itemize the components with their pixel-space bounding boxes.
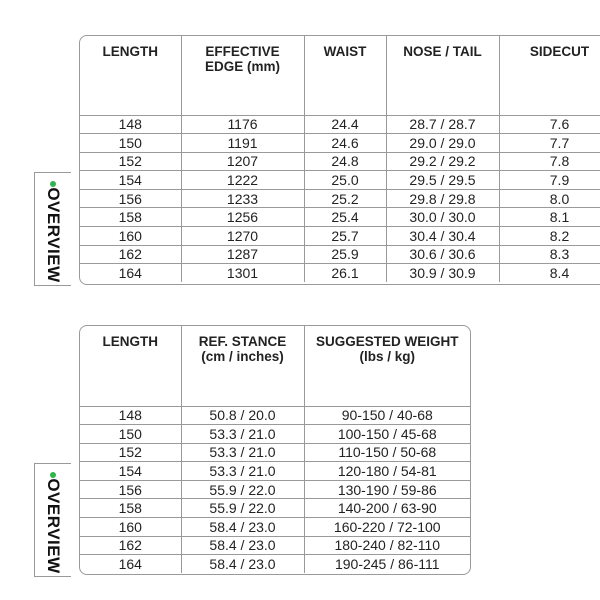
table-cell: 25.4: [304, 208, 386, 227]
table-cell: 58.4 / 23.0: [181, 536, 304, 555]
table-cell: 130-190 / 59-86: [304, 480, 470, 499]
table-cell: 58.4 / 23.0: [181, 555, 304, 574]
table-cell: 24.6: [304, 134, 386, 153]
table-row: [80, 189, 600, 208]
table-cell: 110-150 / 50-68: [304, 443, 470, 462]
table-row: [80, 208, 600, 227]
table-cell: 53.3 / 21.0: [181, 443, 304, 462]
table-cell: 58.4 / 23.0: [181, 518, 304, 537]
column-header: LENGTH: [80, 326, 181, 406]
table-cell: 7.9: [499, 171, 600, 190]
table-cell: 30.4 / 30.4: [386, 227, 499, 246]
table-cell: 100-150 / 45-68: [304, 425, 470, 444]
table-cell: 150: [80, 425, 181, 444]
table-row: [80, 264, 600, 283]
table-cell: 30.6 / 30.6: [386, 245, 499, 264]
table-cell: 152: [80, 443, 181, 462]
table-row: [80, 425, 470, 444]
column-header: SUGGESTED WEIGHT (lbs / kg): [304, 326, 470, 406]
table-cell: 1222: [181, 171, 304, 190]
table-cell: 148: [80, 406, 181, 425]
column-header: SIDECUT: [499, 36, 600, 115]
table-cell: 156: [80, 480, 181, 499]
table-cell: 1301: [181, 264, 304, 283]
table-cell: 25.7: [304, 227, 386, 246]
table-cell: 8.0: [499, 189, 600, 208]
table-row: [80, 227, 600, 246]
table-cell: 180-240 / 82-110: [304, 536, 470, 555]
table-cell: 152: [80, 152, 181, 171]
table-cell: 8.2: [499, 227, 600, 246]
table-row: [80, 499, 470, 518]
overview-tab[interactable]: [34, 172, 71, 286]
table-cell: 7.7: [499, 134, 600, 153]
table-cell: 24.8: [304, 152, 386, 171]
table-cell: 1256: [181, 208, 304, 227]
table-cell: 55.9 / 22.0: [181, 499, 304, 518]
overview-tab-label: OVERVIEW: [44, 478, 63, 574]
table-cell: 8.1: [499, 208, 600, 227]
table-row: [80, 443, 470, 462]
table-cell: 190-245 / 86-111: [334, 556, 440, 573]
table-row: [80, 171, 600, 190]
table-row: [80, 406, 470, 425]
overview-tab-2[interactable]: [34, 463, 71, 577]
table-cell: 1191: [181, 134, 304, 153]
stance-specs-table: [79, 325, 471, 575]
table-cell: 164: [80, 555, 181, 574]
table-cell: 1270: [181, 227, 304, 246]
table-cell: 8.3: [499, 245, 600, 264]
table-cell: 30.9 / 30.9: [386, 264, 499, 283]
board-specs-table: [79, 35, 600, 285]
table-row: [80, 245, 600, 264]
table-row: [80, 115, 600, 134]
table-cell: 50.8 / 20.0: [181, 406, 304, 425]
table-cell: 30.0 / 30.0: [386, 208, 499, 227]
table-cell: 53.3 / 21.0: [181, 462, 304, 481]
table-cell: 162: [80, 536, 181, 555]
table-cell: 25.2: [304, 189, 386, 208]
table-cell: 160: [80, 518, 181, 537]
table-cell: 160-220 / 72-100: [304, 518, 470, 537]
table-cell: 158: [80, 208, 181, 227]
table-cell: 26.1: [304, 264, 386, 283]
table-cell: 25.0: [304, 171, 386, 190]
table-cell: 90-150 / 40-68: [304, 406, 470, 425]
overview-dot-icon: [50, 472, 56, 478]
table-row: [80, 134, 600, 153]
table-row: [80, 518, 470, 537]
table-cell: 156: [80, 189, 181, 208]
table-cell: 158: [80, 499, 181, 518]
table-cell: 120-180 / 54-81: [304, 462, 470, 481]
table-cell: 25.9: [304, 245, 386, 264]
table-cell: 164: [80, 264, 181, 283]
table-cell: 148: [80, 115, 181, 134]
table-cell: 154: [80, 171, 181, 190]
table-cell: 1207: [181, 152, 304, 171]
table-cell: 29.2 / 29.2: [386, 152, 499, 171]
table-cell: 24.4: [304, 115, 386, 134]
table-row: [80, 480, 470, 499]
table-cell: 28.7 / 28.7: [386, 115, 499, 134]
table-cell: 140-200 / 63-90: [304, 499, 470, 518]
table-cell: 7.6: [499, 115, 600, 134]
column-header: WAIST: [304, 36, 386, 115]
table-cell: 1287: [181, 245, 304, 264]
table-cell: 150: [80, 134, 181, 153]
table-cell: 8.4: [499, 264, 600, 283]
table-row: [80, 152, 600, 171]
table-cell: 53.3 / 21.0: [181, 425, 304, 444]
table-cell: 29.0 / 29.0: [386, 134, 499, 153]
column-header: REF. STANCE (cm / inches): [181, 326, 304, 406]
column-header: LENGTH: [80, 36, 181, 115]
table-cell: 1233: [181, 189, 304, 208]
table-cell: 162: [80, 245, 181, 264]
table-cell: 29.5 / 29.5: [386, 171, 499, 190]
table-row: [80, 462, 470, 481]
table-cell: 7.8: [499, 152, 600, 171]
column-header: NOSE / TAIL: [386, 36, 499, 115]
table-row: [80, 555, 470, 574]
table-cell: 1176: [181, 115, 304, 134]
overview-dot-icon: [50, 181, 56, 187]
table-cell: 29.8 / 29.8: [386, 189, 499, 208]
table-cell: 55.9 / 22.0: [181, 480, 304, 499]
column-header: EFFECTIVE EDGE (mm): [181, 36, 304, 115]
overview-tab-label: OVERVIEW: [44, 187, 63, 283]
table-row: [80, 536, 470, 555]
table-cell: 160: [80, 227, 181, 246]
table-cell: 154: [80, 462, 181, 481]
